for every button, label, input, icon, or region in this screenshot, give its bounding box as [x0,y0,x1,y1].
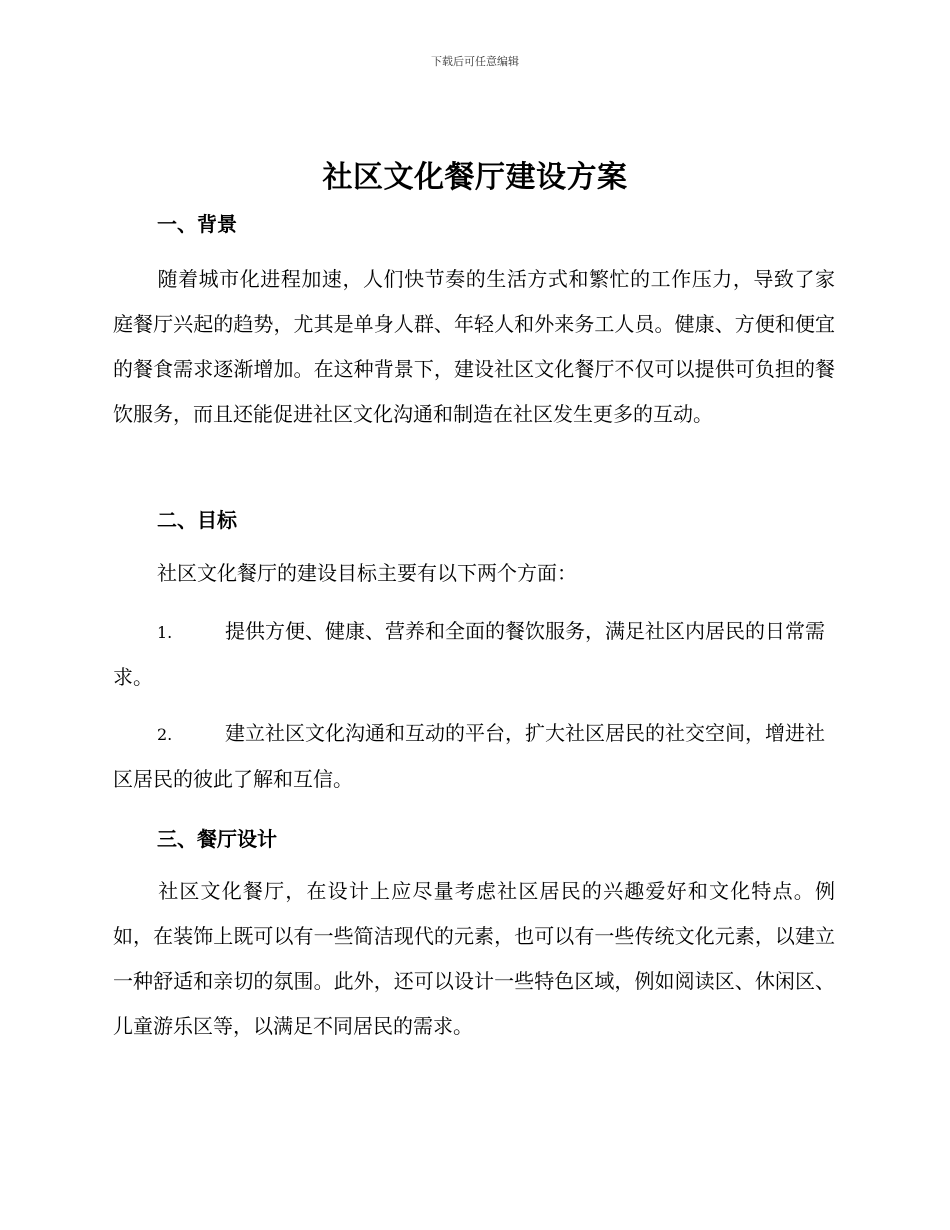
paragraph-text: 社区文化餐厅的建设目标主要有以下两个方面： [157,561,577,585]
document-title: 社区文化餐厅建设方案 [322,160,628,195]
section-paragraph-design [113,869,835,1049]
list-item [113,711,835,802]
list-text: 提供方便、健康、营养和全面的餐饮服务，满足社区内居民的日常需求。 [113,619,825,689]
section-paragraph-goals [113,551,835,596]
list-number: 2. [157,725,173,744]
section-heading-design: 三、餐厅设计 [157,827,277,851]
list-item [113,609,835,700]
section-heading-background: 一、背景 [157,212,237,236]
header-note: 下载后可任意编辑 [431,55,519,68]
section-paragraph-background [113,257,835,437]
paragraph-text: 社区文化餐厅，在设计上应尽量考虑社区居民的兴趣爱好和文化特点。例如，在装饰上既可以有一些简洁现代的元素，也可以有一些传统文化元素，以建立一种舒适和亲切的氛围。此外，还可以设计一些特色区域，例如阅读区、休闲区、儿童游乐区等，以满足不同居民的需求。 [113,879,835,1038]
list-text: 建立社区文化沟通和互动的平台，扩大社区居民的社交空间，增进社区居民的彼此了解和互信。 [113,721,825,791]
section-heading-goals: 二、目标 [157,508,237,532]
paragraph-text: 随着城市化进程加速，人们快节奏的生活方式和繁忙的工作压力，导致了家庭餐厅兴起的趋势，尤其是单身人群、年轻人和外来务工人员。健康、方便和便宜的餐食需求逐渐增加。在这种背景下，建设社区文化餐厅不仅可以提供可负担的餐饮服务，而且还能促进社区文化沟通和制造在社区发生更多的互动。 [113,267,835,426]
list-number: 1. [157,623,173,642]
